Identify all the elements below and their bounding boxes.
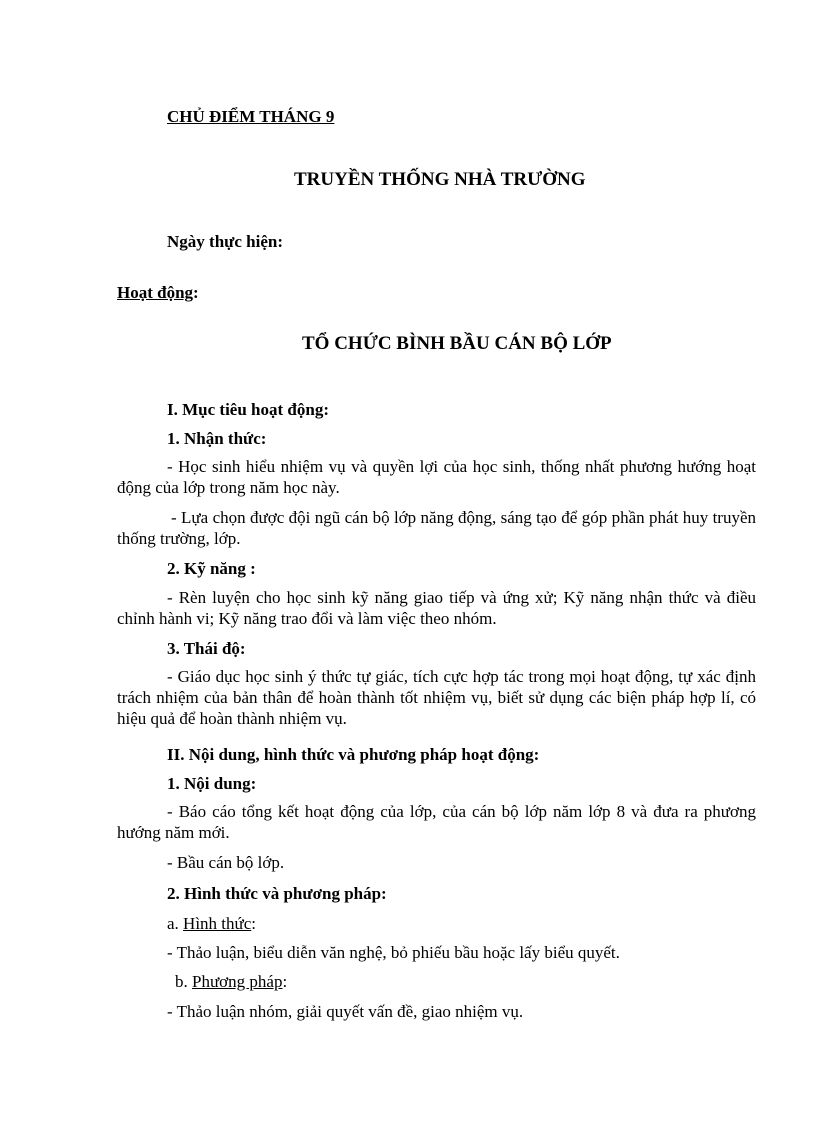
attitude-paragraph: - Giáo dục học sinh ý thức tự giác, tích cực hợp tác trong mọi hoạt động, tự xác định trách nhiệm của bản thân để hoàn thành tốt nhiệm vụ, biết sử dụng các biện pháp hợp lí, có hiệu quả để hoàn thành nhiệm vụ. [117, 667, 756, 728]
awareness-heading: 1. Nhận thức: [167, 429, 267, 448]
method-colon: : [282, 972, 288, 991]
activity-title: TỔ CHỨC BÌNH BẦU CÁN BỘ LỚP [302, 333, 612, 354]
activity-colon: : [193, 283, 199, 302]
form-method-heading: 2. Hình thức và phương pháp: [167, 884, 387, 903]
method-label: Phương pháp [192, 972, 283, 991]
method-subheading [175, 971, 287, 992]
content-paragraph-1: - Báo cáo tổng kết hoạt động của lớp, của cán bộ lớp năm lớp 8 và đưa ra phương hướng năm mới. [117, 802, 756, 842]
awareness-paragraph-1: - Học sinh hiểu nhiệm vụ và quyền lợi của học sinh, thống nhất phương hướng hoạt động của lớp trong năm học này. [117, 457, 756, 497]
method-prefix: b. [175, 972, 192, 991]
form-prefix: a. [167, 914, 184, 933]
form-subheading [167, 913, 256, 934]
form-label: Hình thức [183, 914, 252, 933]
section-2-heading: II. Nội dung, hình thức và phương pháp hoạt động: [167, 745, 540, 764]
content-paragraph-2: - Bầu cán bộ lớp. [167, 853, 285, 872]
awareness-paragraph-2: - Lựa chọn được đội ngũ cán bộ lớp năng động, sáng tạo để góp phần phát huy truyền thống trường, lớp. [117, 508, 756, 548]
form-text: - Thảo luận, biểu diễn văn nghệ, bỏ phiếu bầu hoặc lấy biểu quyết. [167, 943, 620, 962]
theme-title: TRUYỀN THỐNG NHÀ TRƯỜNG [294, 169, 586, 190]
activity-label: Hoạt động [117, 283, 194, 302]
activity-label-line [117, 282, 199, 303]
section-1-heading: I. Mục tiêu hoạt động: [167, 400, 329, 419]
content-heading: 1. Nội dung: [167, 774, 257, 793]
skills-paragraph: - Rèn luyện cho học sinh kỹ năng giao tiếp và ứng xử; Kỹ năng nhận thức và điều chỉnh hành vi; Kỹ năng trao đổi và làm việc theo nhóm. [117, 588, 756, 628]
topic-heading: CHỦ ĐIỂM THÁNG 9 [167, 107, 335, 126]
date-label: Ngày thực hiện: [167, 232, 283, 251]
method-text: - Thảo luận nhóm, giải quyết vấn đề, giao nhiệm vụ. [167, 1002, 524, 1021]
attitude-heading: 3. Thái độ: [167, 639, 246, 658]
form-colon: : [251, 914, 257, 933]
skills-heading: 2. Kỹ năng : [167, 559, 256, 578]
